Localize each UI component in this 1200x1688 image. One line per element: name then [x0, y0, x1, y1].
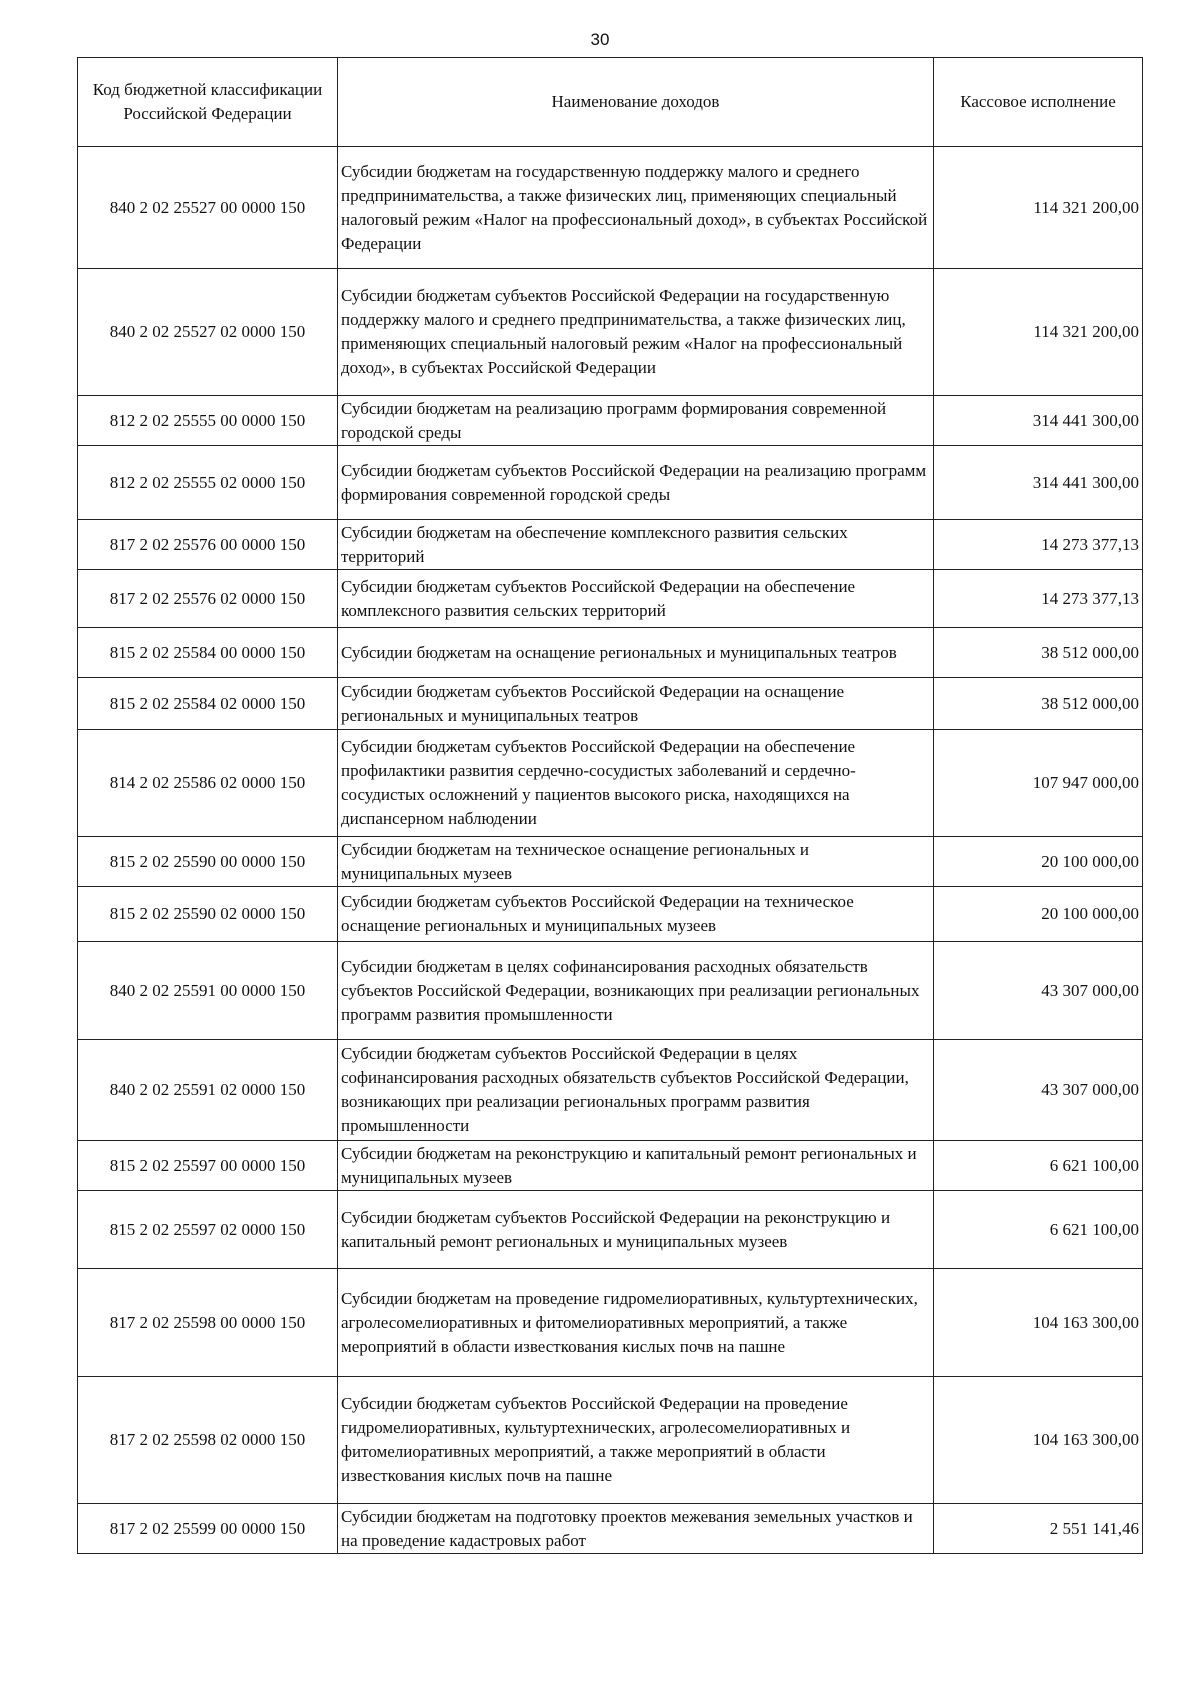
header-code: Код бюджетной классификации Российской Федерации — [78, 58, 338, 147]
amount-cell: 104 163 300,00 — [934, 1377, 1143, 1504]
budget-code-cell: 840 2 02 25591 00 0000 150 — [78, 942, 338, 1040]
budget-code-cell: 817 2 02 25576 00 0000 150 — [78, 520, 338, 570]
revenue-name-cell: Субсидии бюджетам на техническое оснащение региональных и муниципальных музеев — [338, 837, 934, 887]
amount-cell: 14 273 377,13 — [934, 520, 1143, 570]
budget-code-cell: 815 2 02 25590 00 0000 150 — [78, 837, 338, 887]
table-row — [78, 1141, 1143, 1191]
revenue-name-cell: Субсидии бюджетам субъектов Российской Федерации в целях софинансирования расходных обязательств субъектов Российской Федерации, возникающих при реализации региональных программ развития промышленности — [338, 1040, 934, 1141]
budget-code-cell: 817 2 02 25599 00 0000 150 — [78, 1504, 338, 1554]
revenue-name-cell: Субсидии бюджетам на государственную поддержку малого и среднего предпринимательства, а также физических лиц, применяющих специальный налоговый режим «Налог на профессиональный доход», в субъектах Российской Федерации — [338, 147, 934, 269]
amount-cell: 43 307 000,00 — [934, 1040, 1143, 1141]
budget-code-cell: 817 2 02 25576 02 0000 150 — [78, 570, 338, 628]
amount-cell: 38 512 000,00 — [934, 628, 1143, 678]
table-row — [78, 147, 1143, 269]
budget-code-cell: 815 2 02 25584 00 0000 150 — [78, 628, 338, 678]
budget-code-cell: 815 2 02 25590 02 0000 150 — [78, 887, 338, 942]
amount-cell: 43 307 000,00 — [934, 942, 1143, 1040]
budget-code-cell: 840 2 02 25591 02 0000 150 — [78, 1040, 338, 1141]
revenue-name-cell: Субсидии бюджетам на реконструкцию и капитальный ремонт региональных и муниципальных музеев — [338, 1141, 934, 1191]
table-header-row — [78, 58, 1143, 147]
table-row — [78, 678, 1143, 730]
revenue-name-cell: Субсидии бюджетам субъектов Российской Федерации на техническое оснащение региональных и муниципальных музеев — [338, 887, 934, 942]
budget-revenue-table — [77, 57, 1143, 1554]
revenue-name-cell: Субсидии бюджетам субъектов Российской Федерации на реконструкцию и капитальный ремонт региональных и муниципальных музеев — [338, 1191, 934, 1269]
amount-cell: 14 273 377,13 — [934, 570, 1143, 628]
table-row — [78, 628, 1143, 678]
revenue-name-cell: Субсидии бюджетам на проведение гидромелиоративных, культуртехнических, агролесомелиоративных и фитомелиоративных мероприятий, а также мероприятий в области известкования кислых почв на пашне — [338, 1269, 934, 1377]
amount-cell: 114 321 200,00 — [934, 147, 1143, 269]
revenue-name-cell: Субсидии бюджетам на обеспечение комплексного развития сельских территорий — [338, 520, 934, 570]
budget-code-cell: 815 2 02 25584 02 0000 150 — [78, 678, 338, 730]
table-row — [78, 269, 1143, 396]
revenue-name-cell: Субсидии бюджетам субъектов Российской Федерации на оснащение региональных и муниципальных театров — [338, 678, 934, 730]
table-row — [78, 396, 1143, 446]
revenue-name-cell: Субсидии бюджетам субъектов Российской Федерации на обеспечение комплексного развития сельских территорий — [338, 570, 934, 628]
header-amount: Кассовое исполнение — [934, 58, 1143, 147]
amount-cell: 20 100 000,00 — [934, 887, 1143, 942]
table-row — [78, 887, 1143, 942]
revenue-name-cell: Субсидии бюджетам в целях софинансирования расходных обязательств субъектов Российской Федерации, возникающих при реализации региональных программ развития промышленности — [338, 942, 934, 1040]
budget-code-cell: 817 2 02 25598 02 0000 150 — [78, 1377, 338, 1504]
budget-code-cell: 840 2 02 25527 02 0000 150 — [78, 269, 338, 396]
table-row — [78, 570, 1143, 628]
amount-cell: 38 512 000,00 — [934, 678, 1143, 730]
budget-code-cell: 815 2 02 25597 02 0000 150 — [78, 1191, 338, 1269]
budget-code-cell: 817 2 02 25598 00 0000 150 — [78, 1269, 338, 1377]
budget-code-cell: 815 2 02 25597 00 0000 150 — [78, 1141, 338, 1191]
amount-cell: 114 321 200,00 — [934, 269, 1143, 396]
table-row — [78, 1269, 1143, 1377]
page-number: 30 — [590, 30, 610, 49]
amount-cell: 104 163 300,00 — [934, 1269, 1143, 1377]
revenue-name-cell: Субсидии бюджетам субъектов Российской Федерации на проведение гидромелиоративных, культуртехнических, агролесомелиоративных и фитомелиоративных мероприятий, а также мероприятий в области известкования кислых почв на пашне — [338, 1377, 934, 1504]
budget-code-cell: 812 2 02 25555 00 0000 150 — [78, 396, 338, 446]
budget-code-cell: 814 2 02 25586 02 0000 150 — [78, 730, 338, 837]
table-row — [78, 837, 1143, 887]
table-row — [78, 730, 1143, 837]
table-row — [78, 942, 1143, 1040]
revenue-name-cell: Субсидии бюджетам на реализацию программ формирования современной городской среды — [338, 396, 934, 446]
table-row — [78, 1377, 1143, 1504]
revenue-name-cell: Субсидии бюджетам на подготовку проектов межевания земельных участков и на проведение кадастровых работ — [338, 1504, 934, 1554]
revenue-name-cell: Субсидии бюджетам субъектов Российской Федерации на обеспечение профилактики развития сердечно-сосудистых заболеваний и сердечно-сосудистых осложнений у пациентов высокого риска, находящихся на диспансерном наблюдении — [338, 730, 934, 837]
amount-cell: 6 621 100,00 — [934, 1191, 1143, 1269]
amount-cell: 2 551 141,46 — [934, 1504, 1143, 1554]
amount-cell: 314 441 300,00 — [934, 396, 1143, 446]
revenue-name-cell: Субсидии бюджетам субъектов Российской Федерации на реализацию программ формирования современной городской среды — [338, 446, 934, 520]
amount-cell: 314 441 300,00 — [934, 446, 1143, 520]
table-row — [78, 1504, 1143, 1554]
budget-code-cell: 840 2 02 25527 00 0000 150 — [78, 147, 338, 269]
header-name: Наименование доходов — [338, 58, 934, 147]
table-row — [78, 520, 1143, 570]
revenue-name-cell: Субсидии бюджетам субъектов Российской Федерации на государственную поддержку малого и среднего предпринимательства, а также физических лиц, применяющих специальный налоговый режим «Налог на профессиональный доход», в субъектах Российской Федерации — [338, 269, 934, 396]
table-row — [78, 1191, 1143, 1269]
amount-cell: 107 947 000,00 — [934, 730, 1143, 837]
amount-cell: 20 100 000,00 — [934, 837, 1143, 887]
table-row — [78, 446, 1143, 520]
budget-code-cell: 812 2 02 25555 02 0000 150 — [78, 446, 338, 520]
table-row — [78, 1040, 1143, 1141]
revenue-name-cell: Субсидии бюджетам на оснащение региональных и муниципальных театров — [338, 628, 934, 678]
amount-cell: 6 621 100,00 — [934, 1141, 1143, 1191]
